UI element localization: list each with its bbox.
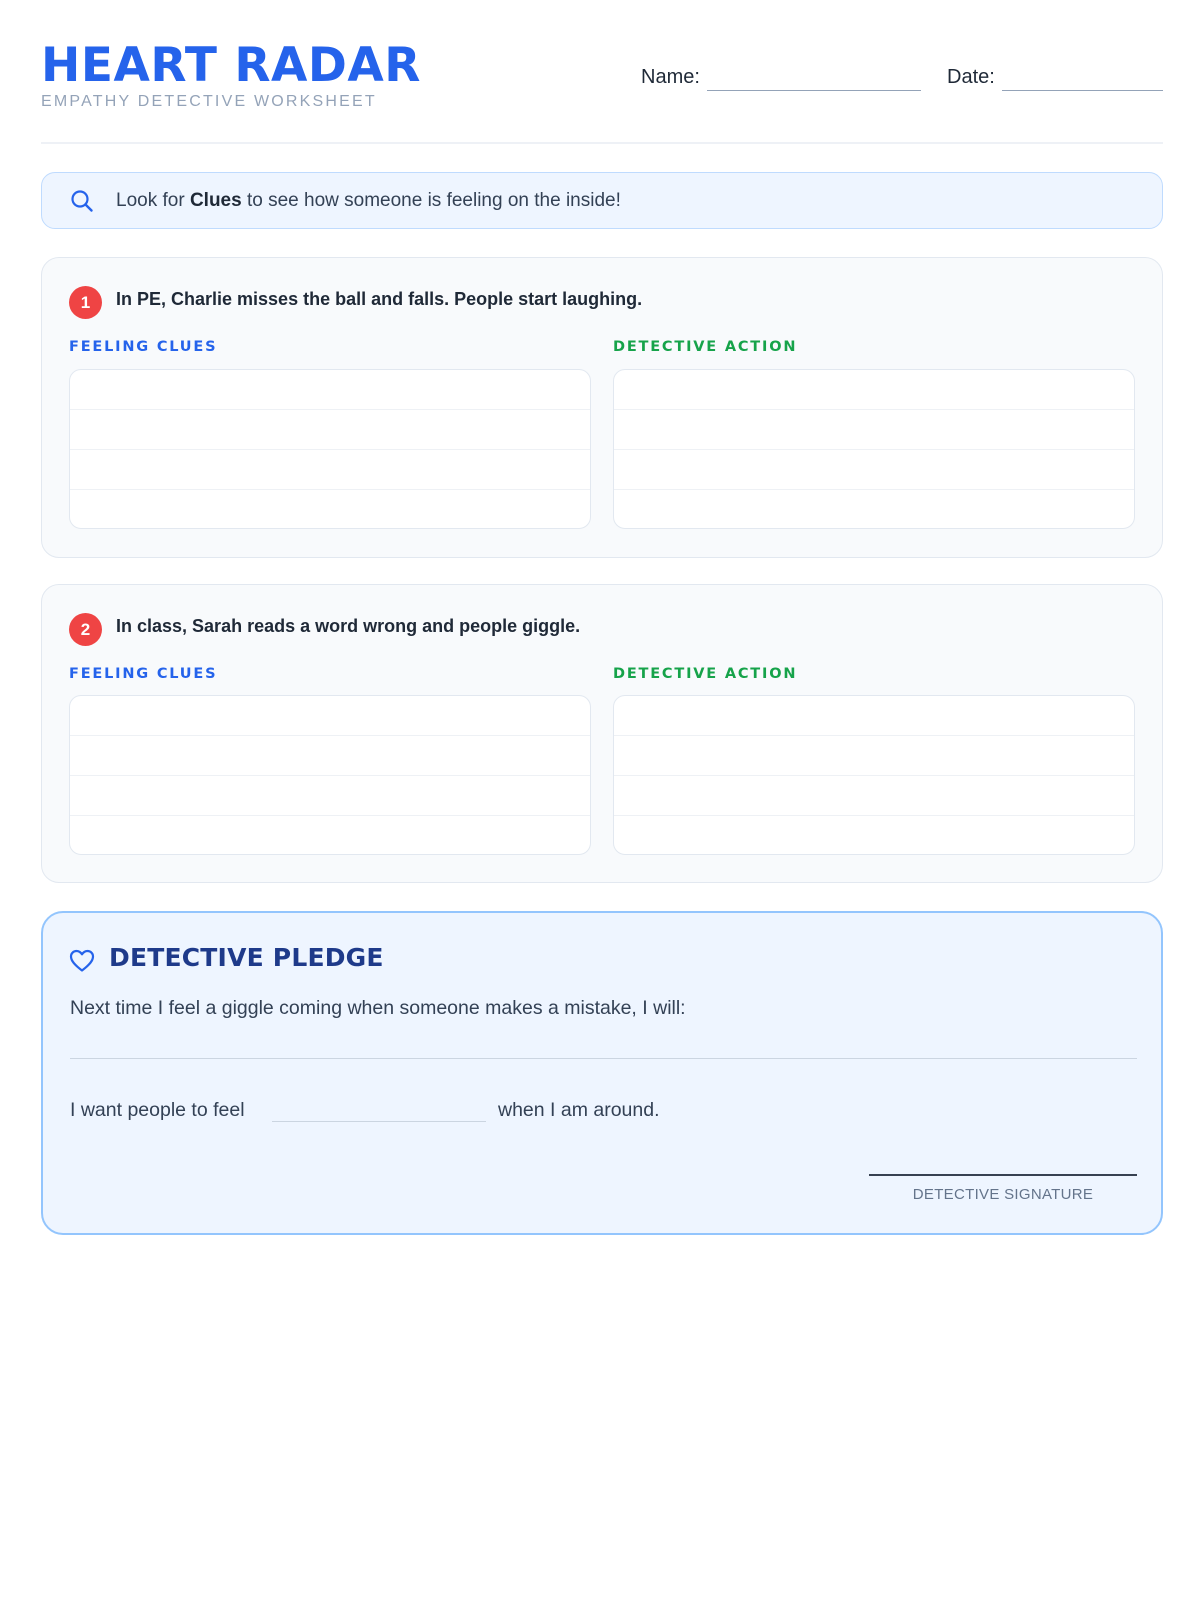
feeling-clues-box[interactable]: [69, 695, 591, 855]
pledge-feel-after: when I am around.: [498, 1099, 660, 1121]
name-field[interactable]: [707, 90, 921, 91]
pledge-title: DETECTIVE PLEDGE: [109, 943, 384, 972]
worksheet-subtitle: EMPATHY DETECTIVE WORKSHEET: [41, 93, 377, 110]
detective-pledge: [41, 911, 1163, 1235]
scenario-card-2: [41, 584, 1163, 883]
detective-action-box[interactable]: [613, 695, 1135, 855]
pledge-answer-line[interactable]: [70, 1058, 1137, 1059]
scenario-number-badge: 2: [69, 613, 102, 646]
detective-action-label: DETECTIVE ACTION: [613, 339, 798, 355]
scenario-text: In class, Sarah reads a word wrong and people giggle.: [116, 616, 581, 636]
hint-text: Look for Clues to see how someone is feeling on the inside!: [116, 190, 621, 211]
date-field[interactable]: [1002, 90, 1163, 91]
pledge-prompt: Next time I feel a giggle coming when someone makes a mistake, I will:: [70, 997, 686, 1019]
worksheet-title: HEART RADAR: [41, 38, 421, 93]
hint-banner: [41, 172, 1163, 229]
detective-action-box[interactable]: [613, 369, 1135, 529]
scenario-card-1: [41, 257, 1163, 558]
signature-line[interactable]: [869, 1174, 1137, 1176]
heart-icon: [69, 949, 95, 973]
feeling-clues-label: FEELING CLUES: [69, 339, 218, 355]
name-label: Name:: [641, 66, 700, 88]
feeling-clues-box[interactable]: [69, 369, 591, 529]
search-icon: [70, 189, 94, 213]
scenario-text: In PE, Charlie misses the ball and falls. People start laughing.: [116, 289, 643, 309]
date-label: Date:: [947, 66, 995, 88]
worksheet-header: [41, 40, 1163, 144]
detective-action-label: DETECTIVE ACTION: [613, 666, 798, 682]
feeling-clues-label: FEELING CLUES: [69, 666, 218, 682]
pledge-feel-before: I want people to feel: [70, 1099, 245, 1121]
scenario-number-badge: 1: [69, 286, 102, 319]
signature-label: DETECTIVE SIGNATURE: [912, 1186, 1094, 1203]
pledge-feel-blank[interactable]: [272, 1121, 486, 1122]
